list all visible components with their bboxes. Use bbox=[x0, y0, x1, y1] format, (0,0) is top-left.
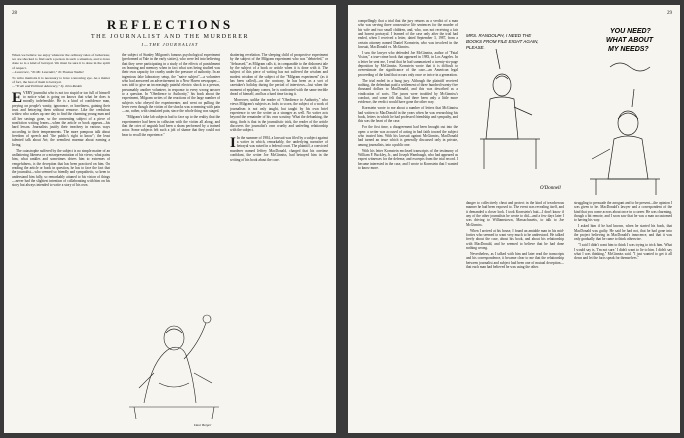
paragraph: For the first time, a disagreement had been brought out into the open: a writer was accused of acting in bad faith toward the subject who trusted him. With his lawsuit against McGinniss, MacDonald had turned an issue which is generally discussed only in private, among journalists, into a public one. bbox=[358, 125, 458, 147]
paragraph: the subject of Stanley Milgram's famous psychological experiment (performed at Yale in the early sixties), who were led into believing that they were participating in a study of the effects of punishment on learning and memory when in fact what was being studied was their own capacity for cruelty under the pressure of authority. In an ingenious fake laboratory setup, the "naive subject"—a volunteer who had answered an advertisement in a New Haven newspaper—was told to give an increasingly painful electric shock to a person, presumably another volunteer, in response to every wrong answer to a question. In "Obedience to Authority," his book about the experiment, Milgram writes of the reactions of the large number of subjects who obeyed the experimenter, and went on pulling the lever even though the victim of the shocks was screaming with pain—no, rather, with simulated pain, since the whole thing was staged. bbox=[122, 53, 220, 114]
section-drop-cap: I bbox=[230, 134, 236, 151]
paragraph: struggling to persuade the arrogant and to be present—the opinion I was given to be. MacDonald's lawyer and a correspondent of the kind that you come across about once in a career. He was charming, though a bit remote, and I soon saw that he was a man accustomed to having his way. bbox=[574, 201, 672, 223]
column-3-right bbox=[574, 201, 672, 423]
paragraph: The catastrophe suffered by the subject is no simple matter of an unflattering likeness or a misrepresentation of his views; what pains him, what rankles and sometimes drives him to extremes of vengefulness, is the deception that has been practiced on him. On reading the article or book in question, he has to face the fact that the journalist—who seemed so friendly and sympathetic, so keen to understand him fully, so remarkably attuned to his vision of things—never had the slightest intention of collaborating with him on his story but always intended to write a story of his own. bbox=[12, 148, 110, 188]
epigraph-1-source: —Lawrence, "To Mr. Lavender," To Thomas Walker bbox=[12, 69, 84, 74]
epigraph-1-text: When we believe we enjoy whatever the ordinary rules of behaviour, we are shocked to find such a person in such a situation, and to have done so is a kind of betrayal. We must be sure it is done in the spirit of respect. bbox=[12, 53, 110, 70]
speech-balloon-left-line1: MRS. RANDOLPH, I NEED THE bbox=[466, 33, 532, 38]
paragraph: When I arrived at his house, I found an amiable man in his mid-forties who seemed to want very much to be understood. He talked freely about the case, about his book, and about his relationship with MacDonald, and he seemed to believe that he had done nothing wrong. bbox=[466, 228, 564, 251]
page-number-left: 28 bbox=[12, 11, 17, 16]
page-number-right: 29 bbox=[667, 11, 672, 16]
column-1-left bbox=[12, 53, 110, 423]
cartoon-signature: O'Donnell bbox=[540, 186, 561, 191]
paragraph: danger to collectively cheat and protect in the kind of treacherous manner he had been exposed to. The event was revealing itself, and it demanded a closer look. I took Kornstein's bait—I don't know if any of the other journalists he wrote to did—and a few days later I was driving to Williamstown, Massachusetts, to talk to Joe McGinniss. bbox=[466, 201, 564, 227]
cartoon-artist-credit: Dave Berger bbox=[194, 423, 212, 427]
drop-cap: E bbox=[12, 89, 23, 106]
column-2-right bbox=[466, 201, 564, 423]
paragraph: "Milgram's fake lab subjects had to face up to the reality that the experimenter had been in collusion with the victim all along, and that the cries of anguish had been a sham performed by a trained actor. Some subjects felt such a jolt of shame that they could not bear to recall the experience." bbox=[122, 115, 220, 137]
section-opening-text: In the summer of 1984, a lawsuit was filed by a subject against a writer in which, remarkably, the underlying narrative of betrayal was raised in a federal court. The plaintiff, a convicted murderer named Jeffrey MacDonald, charged that his onetime confidant, the writer Joe McGinniss, had betrayed him in the writing of his book about the case. bbox=[230, 135, 328, 162]
paragraph: Moreover, unlike the reader of "Obedience to Authority," who views Milgram's subjects as fools to scorn, the subject of a work of journalism is not only taught, but taught by his own brief experience to see the writer as a stranger as well. No writer acts beyond the remainder of his own scrutiny. What the debunking, the sting, finds is that in the journalistic trick, the reader of the article discovers the journalist's own cruelty and unfeeling relationship with the subject. bbox=[230, 98, 328, 133]
left-page bbox=[4, 5, 336, 433]
column-1-right bbox=[358, 19, 458, 423]
left-cartoon-illustration bbox=[124, 283, 224, 423]
speech-balloon-right-line3: MY NEEDS? bbox=[608, 46, 649, 53]
paragraph: "I said I didn't want him to think I was trying to trick him. What I would say is, 'I'm not sure.' I didn't want to lie to him. I didn't say what I was thinking," McGinniss said. "I just wanted to get it all down and let the facts speak for themselves." bbox=[574, 243, 672, 261]
column-3-left bbox=[230, 53, 328, 413]
section-opening-paragraph bbox=[230, 136, 328, 162]
paragraph: Nevertheless, as I talked with him and later read the transcripts and his correspondence, it became clear to me that the relationship between journalist and subject had been one of mutual deception—that each man had believed he was using the other. bbox=[466, 251, 564, 269]
article-part-label: I—THE JOURNALIST bbox=[141, 42, 199, 47]
right-cartoon-illustration bbox=[460, 19, 676, 197]
article-heading bbox=[4, 17, 336, 47]
paragraph: The trial ended in a hung jury. Although the plaintiff received nothing, the defendant paid a settlement of three hundred twenty-five thousand dollars to MacDonald, and this was described as a vindication of sorts. The jurors were troubled by McGinniss's conduct, and some felt that, had there been only a little more evidence, the verdict would have gone the other way. bbox=[358, 78, 458, 105]
opening-paragraph bbox=[12, 91, 110, 147]
right-page bbox=[348, 5, 680, 433]
column-2-left bbox=[122, 53, 220, 281]
paragraph: With his letter Kornstein enclosed transcripts of the testimony of William F. Buckley, Jr., and Joseph Wambaugh, who had appeared as expert witnesses for the defense, and excerpts from the trial record. I became interested in the case, and I wrote to Kornstein that I wanted to know more. bbox=[358, 148, 458, 170]
speech-balloon-left-line2: BOOKS FROM FILE EIGHT AGAIN, bbox=[466, 39, 539, 44]
article-subtitle: THE JOURNALIST AND THE MURDERER bbox=[91, 34, 249, 40]
epigraph-2-source: —"Truth and Political Advocacy," by John Ruskin bbox=[12, 84, 83, 89]
paragraph: compellingly that a trial that the jury returns as a verdict of a man who was serving three consecutive life sentences for the murder of his wife and two small children, and, who, was not receiving a fair and honest portrayal. I learned of the case only after the trial had ended, when I received a letter, dated September 3, 1987, from a certain attorney named Daniel Kornstein, who was involved in the lawsuit, MacDonald vs. McGinniss. bbox=[358, 19, 458, 50]
epigraph-2-text: To write memoirs it is necessary to have a knowing eye. As a matter of fact, the best of them is betrayal. bbox=[12, 76, 110, 85]
opening-paragraph-text: VERY journalist who is not too stupid or too full of himself to notice what is going on knows that what he does is morally indefensible. He is a kind of confidence man, preying on people's vanity, ignorance, or loneliness, gaining their trust and betraying them without remorse. Like the credulous widow who wakes up one day to find the charming young man and all her savings gone, so the consenting subject of a piece of nonfiction writing learns—when the article or book appears—his hard lesson. Journalists justify their treachery in various ways according to their temperaments. The more pompous talk about freedom of speech and "the public's right to know"; the least talented talk about Art; the seemliest murmur about earning a living. bbox=[12, 90, 110, 147]
epigraph-1 bbox=[12, 53, 110, 74]
epigraph-2 bbox=[12, 76, 110, 89]
speech-balloon-left-line3: PLEASE. bbox=[466, 45, 485, 50]
paragraph: I asked him if he had known, when he started his book, that MacDonald was guilty. He said he had not, that he had gone into the project believing in MacDonald's innocence, and that it was only gradually that he came to think otherwise. bbox=[574, 224, 672, 242]
paragraph: Kornstein wrote to me about a number of letters that McGinniss had written to MacDonald in the years when he was researching his book, letters in which he had professed friendship and sympathy, and this was the heart of the case. bbox=[358, 106, 458, 124]
speech-balloon-right-line2: WHAT ABOUT bbox=[606, 37, 654, 44]
paragraph: shattering revelation. The sleeping child of prospective experiment by the subject of the Milgram experiment who was "debriefed," or "dehoaxed," as Milgram calls it, in comparable to the dishonest tale by the subject of a book or article when it is done with it. The subject of this piece of writing has not suffered the wisdom and modest wisdom of the subject of the "Milgram experiment" (as it has been called)—on the contrary, he has been as a sort of caretaker's holiday during the period of interviews—but when the moment of epiphany comes, he is confronted with the same terrible dread of himself, and has a hard time facing it. bbox=[230, 53, 328, 97]
speech-balloon-right-line1: YOU NEED? bbox=[610, 28, 651, 35]
article-title: REFLECTIONS bbox=[106, 17, 234, 32]
paragraph: I saw the lawyer who defended Joe McGinniss, author of "Fatal Vision," a true-crime book that appeared in 1983, in Los Angeles. In a letter he sent me, I read that he had summarized a twenty-six-page deposition by McGinniss. Kornstein wrote that it is difficult to overestimate the significance of the case—an American legal proceeding of the kind that occurs only once or twice in a generation. bbox=[358, 51, 458, 77]
